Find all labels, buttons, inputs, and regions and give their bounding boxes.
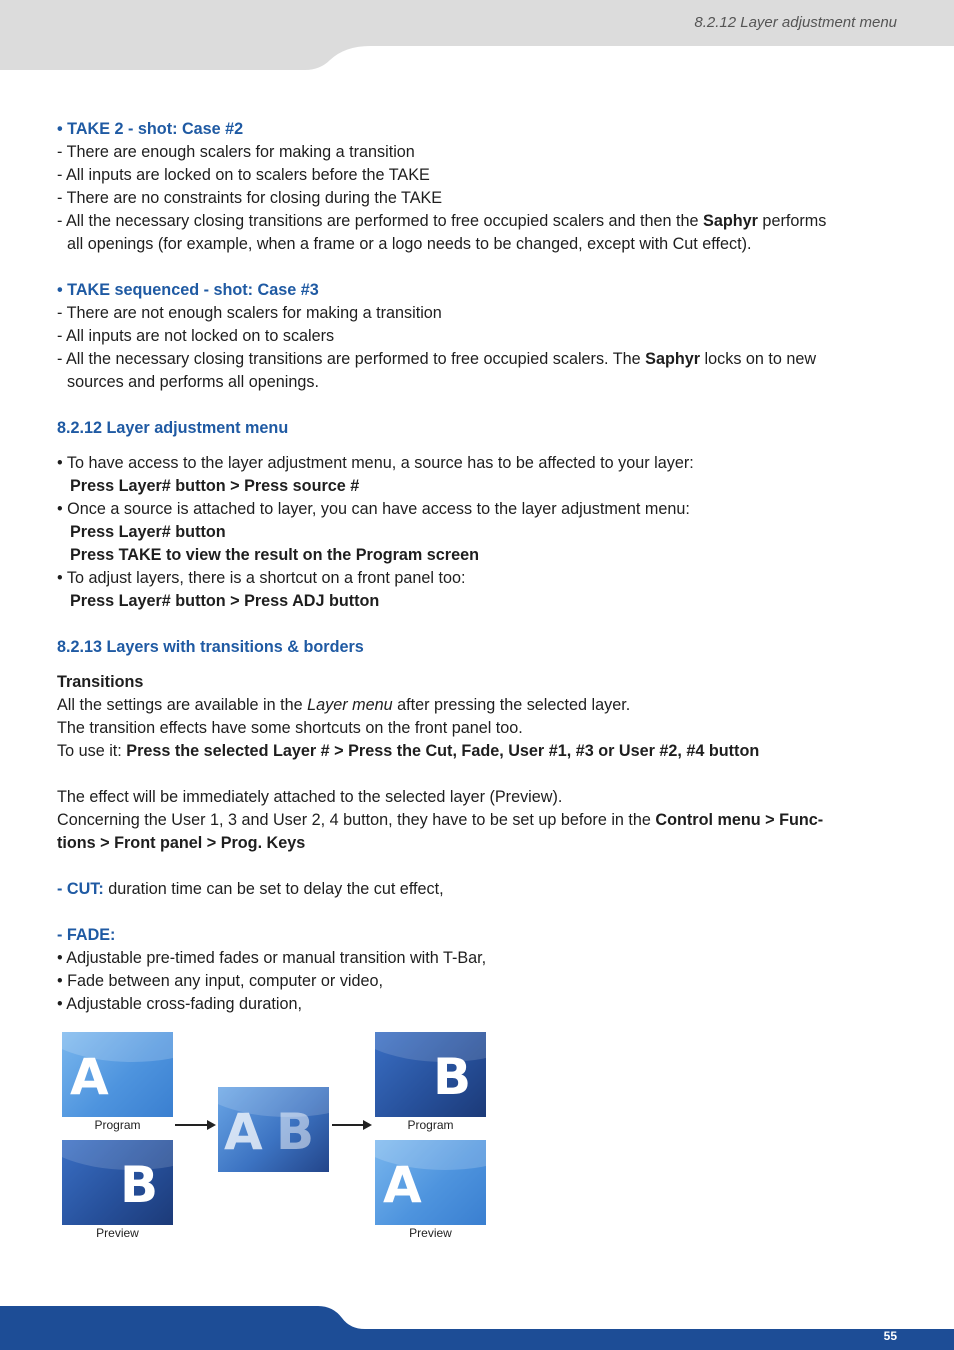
fade-label: - FADE:: [57, 926, 116, 944]
paragraph-line: [57, 740, 902, 763]
paragraph-text: All the settings are available in the: [57, 696, 308, 714]
command-text: Press Layer# button > Press source #: [70, 477, 360, 495]
bullet-item: • To have access to the layer adjustment menu, a source has to be affected to your layer:: [57, 454, 694, 472]
paragraph-line: The effect will be immediately attached to the selected layer (Preview).: [57, 788, 563, 806]
cut-label: - CUT:: [57, 880, 104, 898]
fade-bullet: • Fade between any input, computer or video,: [57, 972, 384, 990]
bullet-item: • Once a source is attached to layer, you can have access to the layer adjustment menu:: [57, 500, 690, 518]
take2-heading: • TAKE 2 - shot: Case #2: [57, 120, 244, 138]
preview-tile-b: [62, 1140, 173, 1225]
take2-line: all openings (for example, when a frame or a logo needs to be changed, except with Cut effect).: [67, 235, 752, 253]
take2-line: [57, 210, 902, 233]
take2-line-text: - All the necessary closing transitions are performed to free occupied scalers and then the: [57, 212, 704, 230]
page-body: [57, 118, 902, 1016]
tile-letter: A: [70, 1048, 109, 1106]
paragraph-line: [57, 809, 902, 832]
command-text: Press TAKE to view the result on the Program screen: [70, 546, 480, 564]
section-heading-layer-adjustment: 8.2.12 Layer adjustment menu: [57, 419, 289, 437]
paragraph-text: after pressing the selected layer.: [392, 696, 631, 714]
tile-letter: B: [433, 1048, 472, 1106]
saphyr-term: Saphyr: [703, 212, 758, 230]
tile-letter: A: [383, 1156, 422, 1214]
takeseq-line: - There are not enough scalers for making a transition: [57, 304, 442, 322]
subheading-transitions: Transitions: [57, 673, 144, 691]
arrow-right-icon: [332, 1124, 370, 1126]
mix-tile-ab: [218, 1087, 329, 1172]
caption-preview: Preview: [96, 1226, 139, 1240]
takeseq-line: sources and performs all openings.: [67, 373, 319, 391]
tile-letter: A: [224, 1103, 263, 1161]
command-text: Press the selected Layer # > Press the Cut, Fade, User #1, #3 or User #2, #4 button: [126, 742, 760, 760]
caption-preview: Preview: [409, 1226, 452, 1240]
take2-line: - There are no constraints for closing during the TAKE: [57, 189, 443, 207]
saphyr-term: Saphyr: [645, 350, 701, 368]
tile-letter: B: [276, 1103, 315, 1161]
paragraph-text: To use it:: [57, 742, 127, 760]
takeseq-line: - All inputs are not locked on to scalers: [57, 327, 335, 345]
paragraph-line: [57, 694, 902, 717]
take2-line-text: performs: [757, 212, 827, 230]
menu-path-text: tions > Front panel > Prog. Keys: [57, 834, 306, 852]
takeseq-line-text: - All the necessary closing transitions are performed to free occupied scalers. The: [57, 350, 646, 368]
arrow-right-icon: [175, 1124, 214, 1126]
caption-program: Program: [407, 1118, 454, 1132]
command-text: Press Layer# button > Press ADJ button: [70, 592, 380, 610]
header-section-title: 8.2.12 Layer adjustment menu: [694, 14, 897, 31]
page-number: 55: [883, 1329, 897, 1343]
page-header: [0, 0, 954, 70]
fade-bullet: • Adjustable cross-fading duration,: [57, 995, 303, 1013]
menu-path-text: Control menu > Func-: [655, 811, 824, 829]
section-heading-transitions: 8.2.13 Layers with transitions & borders: [57, 638, 364, 656]
cut-item: [57, 878, 902, 901]
paragraph-text: Concerning the User 1, 3 and User 2, 4 button, they have to be set up before in the: [57, 811, 656, 829]
paragraph-line: The transition effects have some shortcuts on the front panel too.: [57, 719, 523, 737]
takeseq-line-text: locks on to new: [700, 350, 817, 368]
layer-menu-term: Layer menu: [307, 696, 393, 714]
take2-line: - There are enough scalers for making a transition: [57, 143, 415, 161]
takeseq-line: [57, 348, 902, 371]
take2-line: - All inputs are locked on to scalers before the TAKE: [57, 166, 430, 184]
preview-tile-a: [375, 1140, 486, 1225]
caption-program: Program: [94, 1118, 141, 1132]
page-footer: [0, 1300, 954, 1350]
command-text: Press Layer# button: [70, 523, 226, 541]
cut-text: duration time can be set to delay the cut effect,: [103, 880, 444, 898]
fade-bullet: • Adjustable pre-timed fades or manual transition with T-Bar,: [57, 949, 487, 967]
bullet-item: • To adjust layers, there is a shortcut on a front panel too:: [57, 569, 466, 587]
program-tile-b: [375, 1032, 486, 1117]
takeseq-heading: • TAKE sequenced - shot: Case #3: [57, 281, 319, 299]
transition-diagram: [60, 1030, 490, 1245]
tile-letter: B: [120, 1156, 159, 1214]
program-tile-a: [62, 1032, 173, 1117]
